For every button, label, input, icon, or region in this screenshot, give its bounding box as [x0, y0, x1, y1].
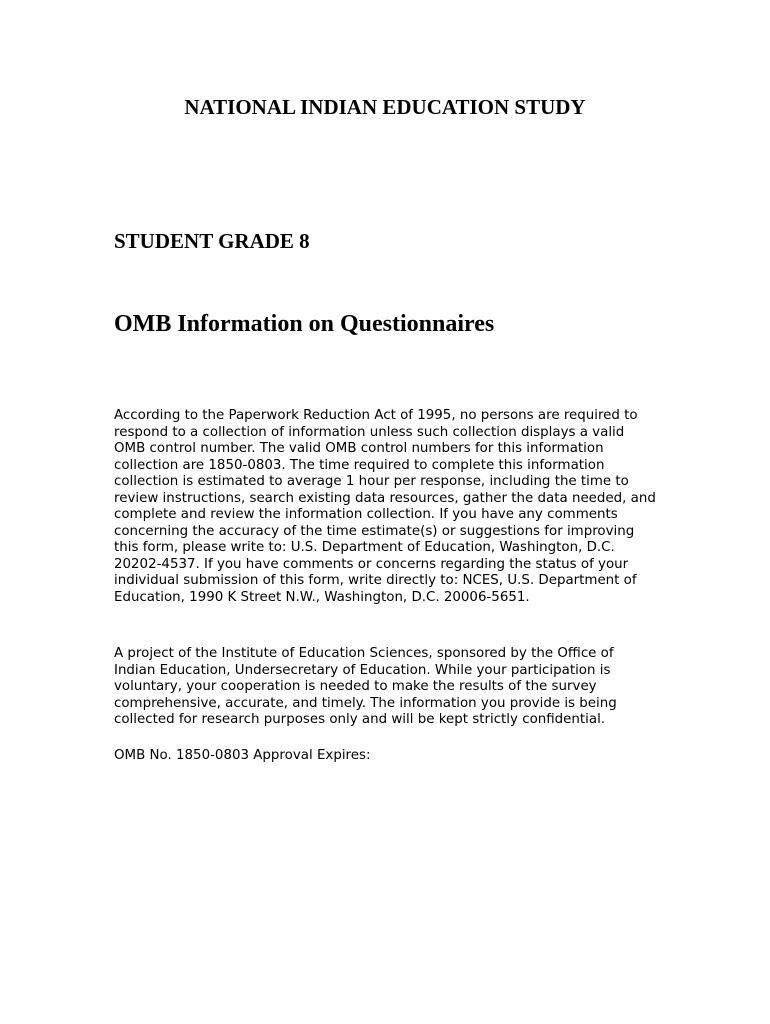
omb-section-heading: OMB Information on Questionnaires — [114, 311, 495, 337]
grade-heading: STUDENT GRADE 8 — [114, 229, 310, 253]
project-description-paragraph: A project of the Institute of Education Sciences, sponsored by the Office of Indian Education, Undersecretary of Education. While your participation is voluntary, your cooperation is needed to make the results of the survey comprehensive, accurate, and timely. The information you provide is being collected for research purposes only and will be kept strictly confidential. — [114, 646, 617, 727]
study-title: NATIONAL INDIAN EDUCATION STUDY — [184, 95, 586, 119]
paperwork-act-paragraph: According to the Paperwork Reduction Act of 1995, no persons are required to respond to a collection of information unless such collection displays a valid OMB control number. The valid OMB control numbers for this information collection are 1850-0803. The time required to complete this information collection is estimated to average 1 hour per response, including the time to review instructions, search existing data resources, gather the data needed, and complete and review the information collection. If you have any comments concerning the accuracy of the time estimate(s) or suggestions for improving this form, please write to: U.S. Department of Education, Washington, D.C. 20202-4537. If you have comments or concerns regarding the status of your individual submission of this form, write directly to: NCES, U.S. Department of Education, 1990 K Street N.W., Washington, D.C. 20006-5651. — [114, 408, 656, 605]
omb-approval-line: OMB No. 1850-0803 Approval Expires: — [114, 748, 371, 763]
